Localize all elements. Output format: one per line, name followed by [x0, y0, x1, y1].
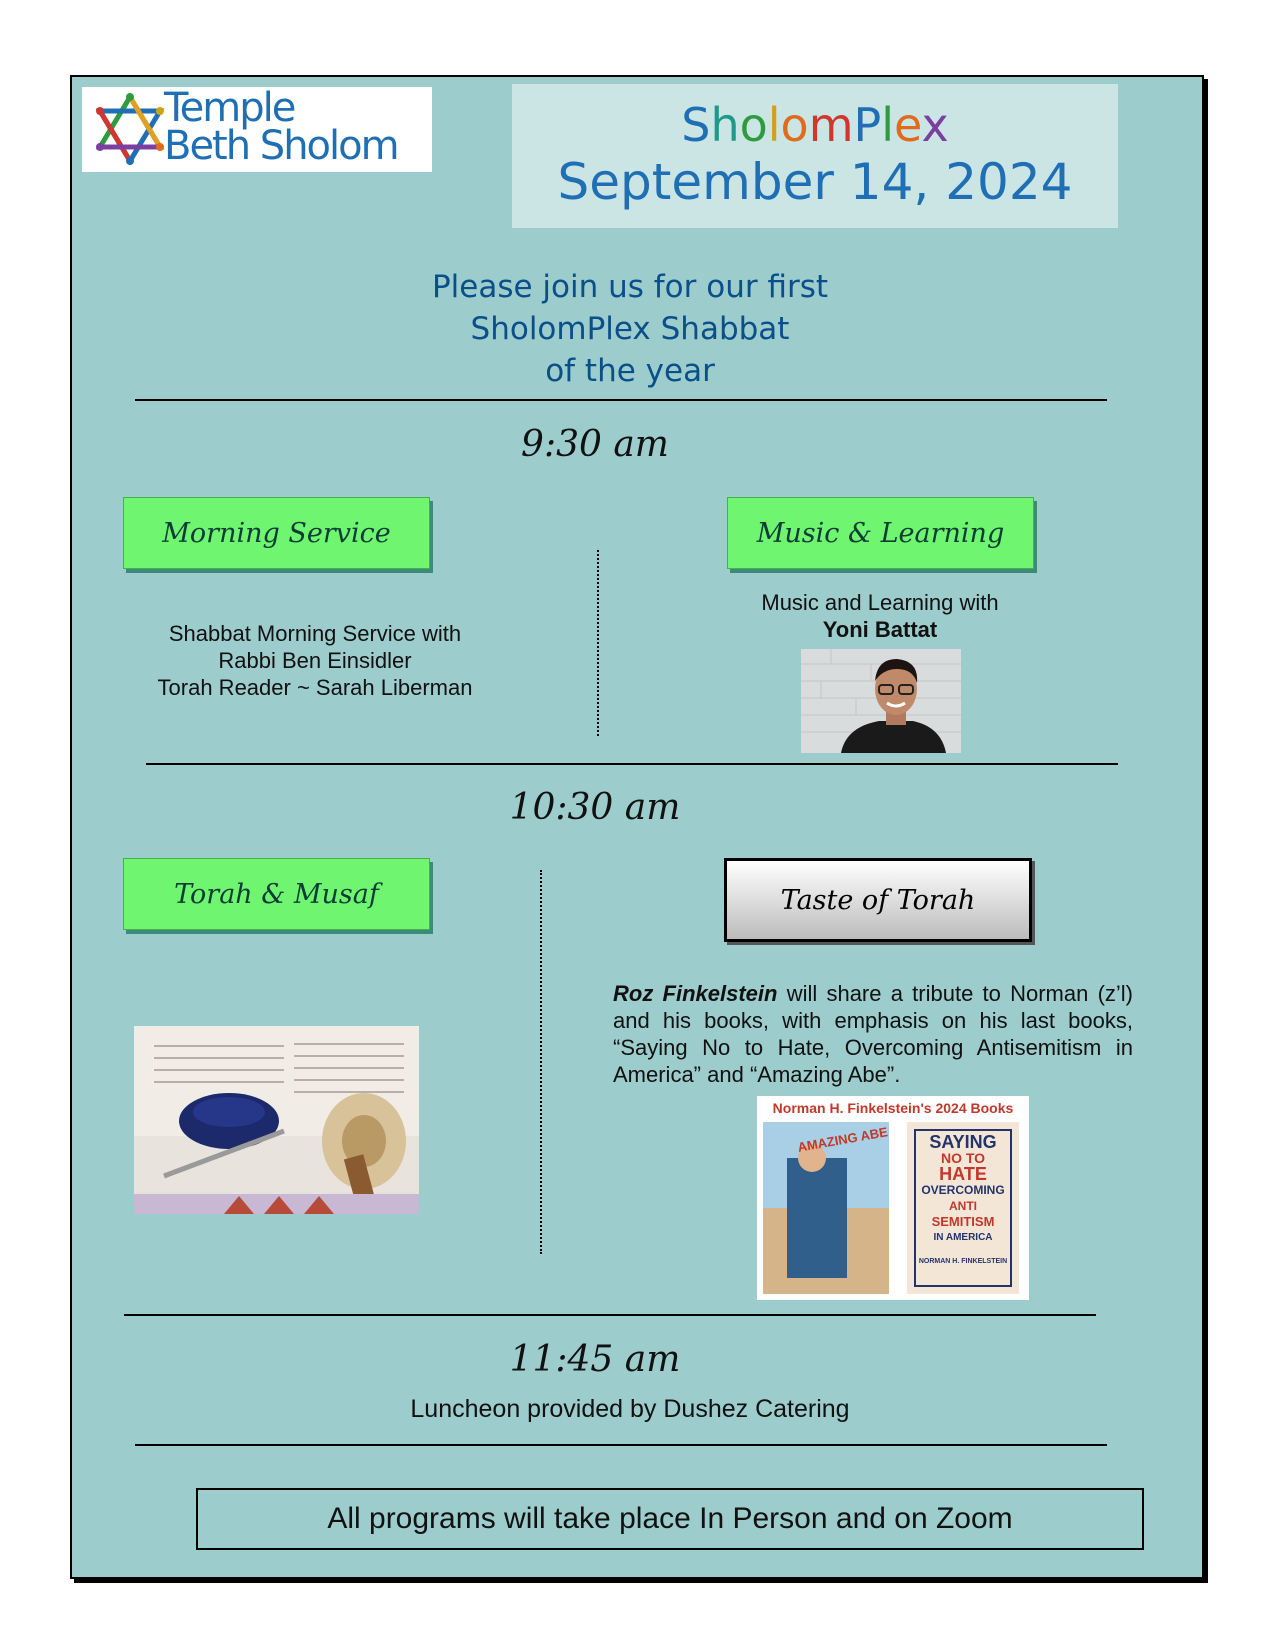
invite-line: of the year [545, 353, 715, 389]
brand-letter: S [681, 98, 711, 152]
event-date: September 14, 2024 [557, 153, 1073, 211]
time-930: 9:30 am [521, 424, 669, 465]
star-of-david-icon [94, 93, 166, 165]
music-learning-details [700, 589, 1060, 643]
books-image [757, 1096, 1029, 1300]
detail-line: Rabbi Ben Einsidler [218, 648, 412, 673]
brand-letter: o [780, 98, 809, 152]
book2-line: NO TO [940, 1150, 986, 1166]
brand-letter: o [739, 98, 768, 152]
taste-of-torah-description [613, 980, 1133, 1088]
book2-line: NORMAN H. FINKELSTEIN [918, 1258, 1008, 1265]
brand-letter: m [808, 98, 854, 152]
divider [146, 763, 1118, 765]
book2-line: OVERCOMING [921, 1183, 1005, 1197]
book2-line: ANTI [949, 1199, 977, 1213]
morning-service-details [120, 620, 510, 701]
invite-line: Please join us for our first [431, 269, 829, 305]
book2-line: HATE [939, 1164, 987, 1184]
description-text: will share a tribute to Norman (z’l) and his books, with emphasis on his last books, “Saying No to Hate, Overcoming Antisemitism in America” and “Amazing Abe”. [613, 981, 1133, 1087]
invite-line: SholomPlex Shabbat [470, 311, 790, 347]
logo-line-1: Temple [164, 85, 295, 131]
yoni-battat-photo [801, 649, 961, 753]
taste-of-torah-button[interactable]: Taste of Torah [724, 858, 1032, 942]
book2-line: IN AMERICA [933, 1232, 993, 1243]
book2-line: SAYING [929, 1132, 997, 1152]
detail-line: Shabbat Morning Service with [168, 621, 462, 646]
divider [135, 399, 1107, 401]
sholomplex-title [512, 98, 1118, 152]
brand-letter: l [881, 98, 895, 152]
vertical-divider [540, 870, 542, 1254]
brand-letter: h [710, 98, 740, 152]
torah-musaf-button[interactable]: Torah & Musaf [123, 858, 430, 930]
books-header: Norman H. Finkelstein's 2024 Books [772, 1100, 1014, 1116]
vertical-divider [597, 550, 599, 736]
brand-letter: e [894, 98, 922, 152]
book2-title [917, 1134, 1009, 1270]
luncheon-text: Luncheon provided by Dushez Catering [410, 1395, 850, 1423]
brand-letter: l [767, 98, 781, 152]
speaker-name: Roz Finkelstein [613, 981, 778, 1006]
torah-scroll-photo [134, 1026, 419, 1214]
brand-letter: P [853, 98, 882, 152]
music-learning-button[interactable]: Music & Learning [727, 497, 1034, 569]
book2-line: SEMITISM [931, 1214, 995, 1229]
detail-line: Music and Learning with [761, 590, 999, 615]
brand-letter: x [921, 98, 949, 152]
time-1145: 11:45 am [509, 1339, 681, 1380]
speaker-name: Yoni Battat [822, 617, 938, 642]
logo-text [164, 85, 398, 169]
divider [135, 1444, 1107, 1446]
divider [124, 1314, 1096, 1316]
book1-title: AMAZING ABE [796, 1124, 889, 1155]
morning-service-button[interactable]: Morning Service [123, 497, 430, 569]
temple-logo [82, 87, 432, 172]
time-1030: 10:30 am [509, 787, 681, 828]
detail-line: Torah Reader ~ Sarah Liberman [157, 675, 473, 700]
title-box [512, 84, 1118, 228]
zoom-banner: All programs will take place In Person and on Zoom [196, 1488, 1144, 1550]
logo-line-2: Beth Sholom [164, 123, 398, 169]
invitation-text [330, 266, 930, 392]
